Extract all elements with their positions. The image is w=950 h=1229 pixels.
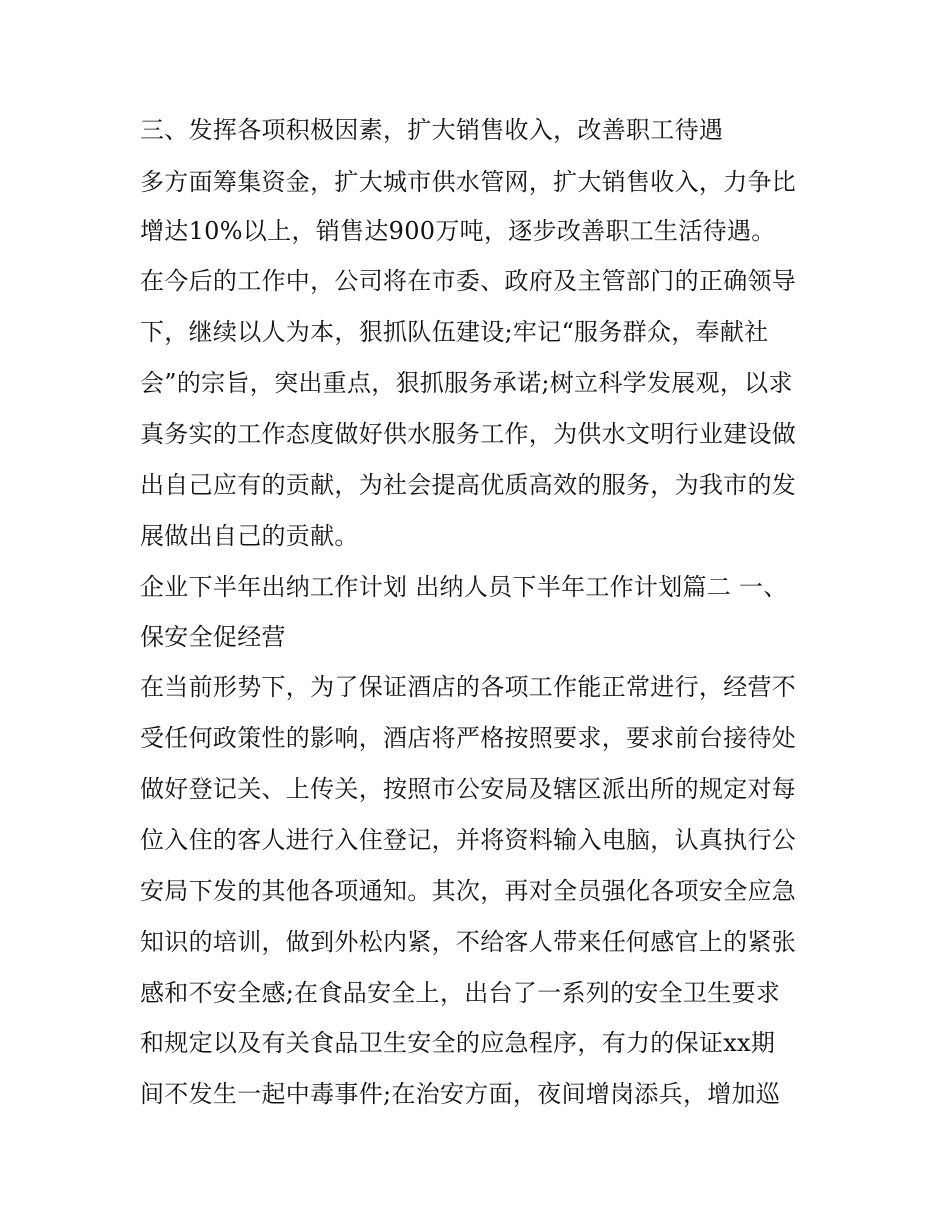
- text-line: 在今后的工作中，公司将在市委、政府及主管部门的正确领导: [140, 267, 797, 295]
- text-line: 间不发生一起中毒事件;在治安方面，夜间增岗添兵，增加巡: [140, 1080, 781, 1108]
- text-line: 在当前形势下，为了保证酒店的各项工作能正常进行，经营不: [140, 673, 797, 701]
- text-line: 位入住的客人进行入住登记，并将资料输入电脑，认真执行公: [140, 826, 797, 854]
- text-line: 会”的宗旨，突出重点，狠抓服务承诺;树立科学发展观，以求: [140, 369, 793, 397]
- text-line: 安局下发的其他各项通知。其次，再对全员强化各项安全应急: [140, 877, 797, 905]
- text-line: 做好登记关、上传关，按照市公安局及辖区派出所的规定对每: [140, 775, 797, 803]
- text-line: 受任何政策性的影响，酒店将严格按照要求，要求前台接待处: [140, 724, 797, 752]
- text-line: 出自己应有的贡献，为社会提高优质高效的服务，为我市的发: [140, 471, 797, 499]
- text-line: 企业下半年出纳工作计划 出纳人员下半年工作计划篇二 一、: [140, 573, 788, 601]
- text-line: 多方面筹集资金，扩大城市供水管网，扩大销售收入，力争比: [140, 168, 797, 196]
- text-line: 感和不安全感;在食品安全上，出台了一系列的安全卫生要求: [140, 979, 781, 1007]
- text-line: 三、发挥各项积极因素，扩大销售收入，改善职工待遇: [140, 116, 724, 144]
- text-line: 真务实的工作态度做好供水服务工作，为供水文明行业建设做: [140, 420, 797, 448]
- text-line: 展做出自己的贡献。: [140, 522, 359, 550]
- text-line: 下，继续以人为本，狠抓队伍建设;牢记“服务群众，奉献社: [140, 318, 769, 346]
- text-line: 和规定以及有关食品卫生安全的应急程序，有力的保证xx期: [140, 1029, 776, 1057]
- text-line: 知识的培训，做到外松内紧，不给客人带来任何感官上的紧张: [140, 928, 797, 956]
- text-line: 保安全促经营: [140, 623, 286, 651]
- text-line: 增达10%以上，销售达900万吨，逐步改善职工生活待遇。: [140, 217, 776, 245]
